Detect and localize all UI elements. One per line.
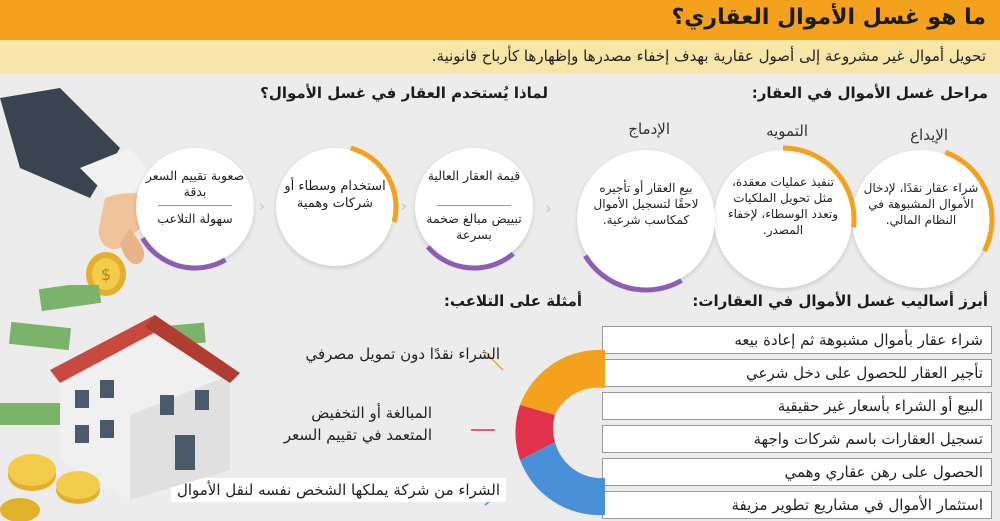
stage-text-placement: شراء عقار نقدًا، لإدخال الأموال المشبوهة في النظام المالي. xyxy=(863,181,979,227)
methods-section-title: أبرز أساليب غسل الأموال في العقارات: xyxy=(692,292,988,310)
chevron-left-icon: ‹ xyxy=(400,196,408,217)
reason-top-text: صعوبة تقييم السعر بدقة xyxy=(145,168,245,199)
method-item: تسجيل العقارات باسم شركات واجهة xyxy=(602,425,992,453)
reason-circle-pricing xyxy=(136,148,254,266)
chevron-left-icon: ‹ xyxy=(258,196,266,217)
example-price-manipulation-line1: المبالغة أو التخفيض xyxy=(311,404,432,422)
svg-text:$: $ xyxy=(100,265,112,284)
stage-circle-placement xyxy=(852,150,990,288)
stage-label-layering: التمويه xyxy=(766,122,808,140)
reason-circle-high-value xyxy=(415,148,533,266)
house-illustration xyxy=(0,285,250,521)
method-item: الحصول على رهن عقاري وهمي xyxy=(602,458,992,486)
stage-text-integration: بيع العقار أو تأجيره لاحقًا لتسجيل الأموال كمكاسب شرعية. xyxy=(593,181,699,227)
method-item: استثمار الأموال في مشاريع تطوير مزيفة xyxy=(602,491,992,519)
examples-section-title: أمثلة على التلاعب: xyxy=(443,292,582,310)
stage-label-integration: الإدماج xyxy=(628,120,670,138)
stages-section-title: مراحل غسل الأموال في العقار: xyxy=(751,84,988,102)
example-price-manipulation-line2: المتعمد في تقييم السعر xyxy=(283,426,432,444)
example-cash-purchase: الشراء نقدًا دون تمويل مصرفي xyxy=(305,345,500,363)
reason-top-text: قيمة العقار العالية xyxy=(427,168,521,183)
stage-circle-integration xyxy=(577,150,715,288)
method-item: شراء عقار بأموال مشبوهة ثم إعادة بيعه xyxy=(602,326,992,354)
stage-circle-layering xyxy=(714,150,852,288)
reason-bottom-text: تبييض مبالغ ضخمة بسرعة xyxy=(426,211,522,242)
stage-text-layering: تنفيذ عمليات معقدة، مثل تحويل الملكيات وتعدد الوسطاء، لإخفاء المصدر. xyxy=(727,175,839,237)
example-own-company: الشراء من شركة يملكها الشخص نفسه لنقل الأموال xyxy=(171,478,506,502)
method-item: تأجير العقار للحصول على دخل شرعي xyxy=(602,359,992,387)
title-bar xyxy=(0,0,1000,40)
page-subtitle: تحويل أموال غير مشروعة إلى أصول عقارية بهدف إخفاء مصدرها وإظهارها كأرباح قانونية. xyxy=(431,47,986,65)
reason-circle-intermediaries xyxy=(276,148,394,266)
stage-label-placement: الإيداع xyxy=(910,126,948,144)
reason-single-text: استخدام وسطاء أو شركات وهمية xyxy=(284,179,386,211)
reason-bottom-text: سهولة التلاعب xyxy=(157,211,233,226)
chevron-left-icon: ‹ xyxy=(544,198,552,219)
reason-divider xyxy=(437,205,511,206)
subtitle-bar xyxy=(0,40,1000,74)
page-title: ما هو غسل الأموال العقاري؟ xyxy=(671,5,986,30)
reason-divider xyxy=(158,205,232,206)
method-item: البيع أو الشراء بأسعار غير حقيقية xyxy=(602,392,992,420)
reasons-section-title: لماذا يُستخدم العقار في غسل الأموال؟ xyxy=(260,84,548,102)
